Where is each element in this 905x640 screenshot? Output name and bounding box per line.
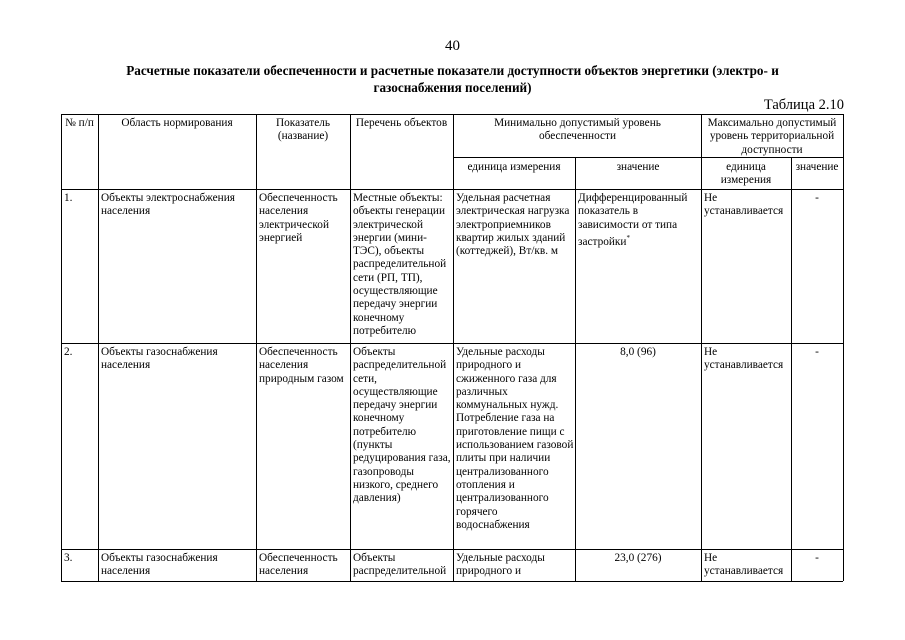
document-title-line-2: газоснабжения поселений) [373,80,532,95]
row-indicator: Обеспеченность населения [259,552,338,578]
row-max-value: - [815,346,819,358]
header-max-unit: единица измерения [720,161,772,187]
table-border-bottom [61,581,843,582]
header-bottom-border [61,189,843,190]
header-max-level: Максимально допустимый уровень территориальной доступности [707,117,837,156]
header-area: Область нормирования [121,117,233,129]
table-label: Таблица 2.10 [763,97,844,113]
row-number: 2. [64,346,73,358]
row-min-unit: Удельные расходы природного и сжиженного газа для различных коммунальных нужд. Потребление газа на приготовление пищи с использованием газовой плиты при наличии централизованного отопления и централизованного горячего водоснабжения [456,346,574,531]
row-area: Объекты электроснабжения населения [101,192,235,218]
row-max-unit: Не устанавливается [704,552,784,578]
document-title [60,62,845,96]
column-divider [843,114,844,581]
column-divider [256,114,257,581]
row-divider [61,343,843,344]
header-indicator: Показатель (название) [275,117,331,143]
row-indicator: Обеспеченность населения электрической энергией [259,192,338,244]
row-objects: Объекты распределительной [353,552,447,578]
page-number: 40 [445,38,460,54]
row-min-value: 23,0 (276) [614,552,662,564]
row-divider [61,549,843,550]
header-max-value: значение [795,161,839,173]
row-min-unit: Удельная расчетная электрическая нагрузка электроприемников квартир жилых зданий (коттеджей), Вт/кв. м [456,192,570,258]
column-divider [61,114,62,581]
column-divider [575,157,576,581]
row-max-unit: Не устанавливается [704,346,784,372]
row-indicator: Обеспеченность населения природным газом [259,346,344,385]
row-number: 1. [64,192,73,204]
column-divider [98,114,99,581]
row-max-value: - [815,552,819,564]
column-divider [350,114,351,581]
column-divider [791,157,792,581]
row-area: Объекты газоснабжения населения [101,552,218,578]
row-objects: Местные объекты: объекты генерации электрической энергии (мини-ТЭС), объекты распределительной сети (РП, ТП), осуществляющие передачу энергии конечному потребителю [353,192,447,337]
row-min-value: 8,0 (96) [620,346,656,358]
table-border-top [61,114,843,115]
row-objects: Объекты распределительной сети, осуществляющие передачу энергии конечному потребителю (пункты редуцирования газа, газопроводы низкого, среднего давления) [353,346,451,505]
header-objects: Перечень объектов [355,117,448,129]
header-min-unit: единица измерения [467,161,561,173]
row-min-unit: Удельные расходы природного и [456,552,545,578]
row-max-unit: Не устанавливается [704,192,784,218]
row-number: 3. [64,552,73,564]
document-title-line-1: Расчетные показатели обеспеченности и расчетные показатели доступности объектов энергетики (электро- и [126,63,779,78]
column-divider [453,114,454,581]
row-max-value: - [815,192,819,204]
header-min-level: Минимально допустимый уровень обеспеченности [494,117,661,143]
row-area: Объекты газоснабжения населения [101,346,218,372]
header-min-value: значение [616,161,660,173]
column-divider [701,114,702,581]
row-min-value-text: Дифференцированный показатель в зависимости от типа застройки [578,192,688,248]
row-min-value [578,192,700,249]
header-num: № п/п [65,117,94,129]
header-divider [453,157,843,158]
footnote-mark: * [626,233,630,242]
